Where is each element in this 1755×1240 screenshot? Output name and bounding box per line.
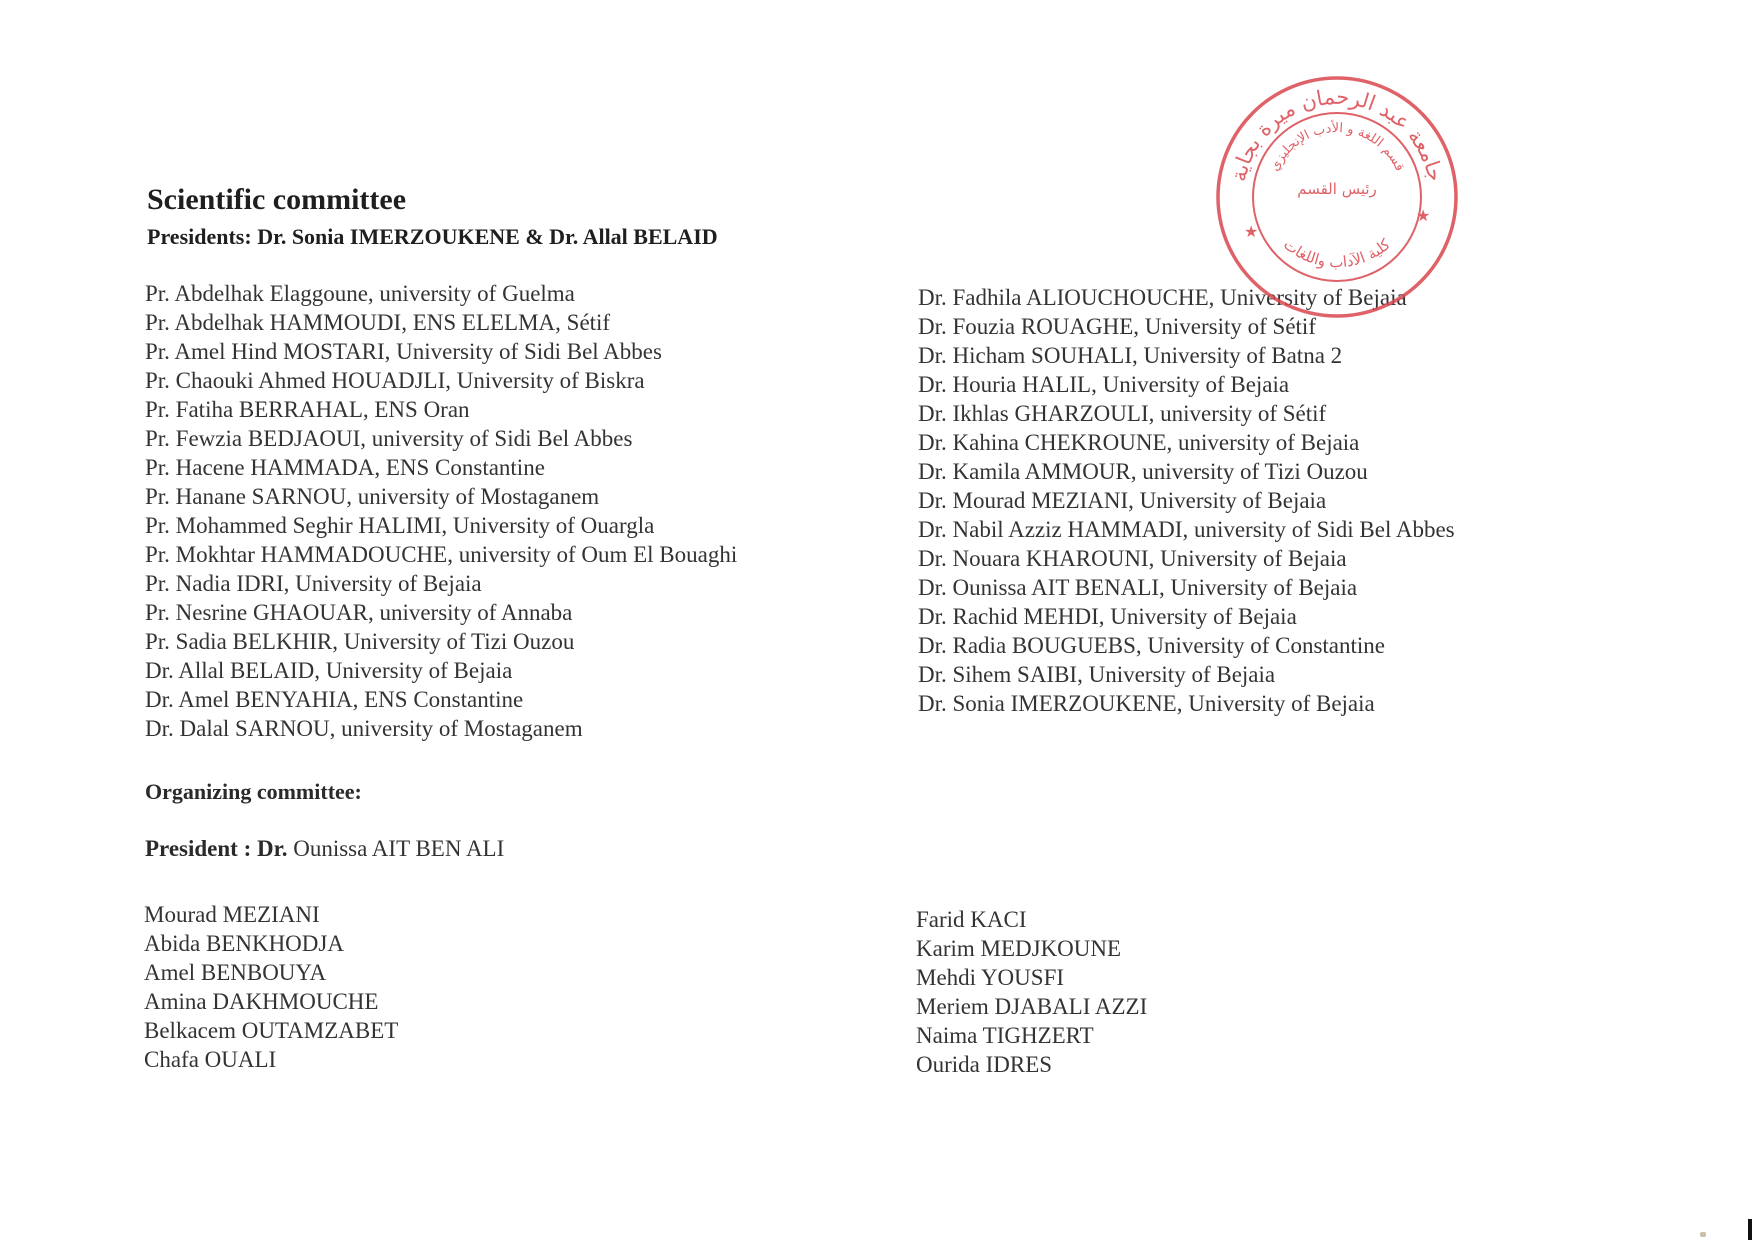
scientific-member: Dr. Rachid MEHDI, University of Bejaia bbox=[918, 604, 1297, 629]
scientific-presidents: Presidents: Dr. Sonia IMERZOUKENE & Dr. Allal BELAID bbox=[147, 224, 718, 249]
stamp-outer-text: جامعة عبد الرحمان ميرة بجاية bbox=[1226, 84, 1448, 184]
organizing-members-right bbox=[916, 905, 1147, 1079]
organizing-member: Ourida IDRES bbox=[916, 1052, 1053, 1077]
organizing-member: Amel BENBOUYA bbox=[144, 960, 327, 985]
organizing-president bbox=[145, 836, 504, 862]
organizing-member: Belkacem OUTAMZABET bbox=[144, 1018, 399, 1043]
scientific-member: Dr. Houria HALIL, University of Bejaia bbox=[918, 372, 1290, 397]
organizing-member: Karim MEDJKOUNE bbox=[916, 936, 1122, 961]
scan-edge-mark bbox=[1748, 1219, 1752, 1240]
scientific-member: Pr. Abdelhak Elaggoune, university of Guelma bbox=[145, 281, 575, 306]
scientific-member: Dr. Fouzia ROUAGHE, University of Sétif bbox=[918, 314, 1316, 339]
scientific-member: Dr. Radia BOUGUEBS, University of Constantine bbox=[918, 633, 1385, 658]
scientific-member: Pr. Nesrine GHAOUAR, university of Annaba bbox=[145, 600, 573, 625]
scientific-committee-title: Scientific committee bbox=[147, 183, 407, 216]
scientific-member: Dr. Fadhila ALIOUCHOUCHE, University of Bejaia bbox=[918, 285, 1407, 310]
scientific-member: Dr. Hicham SOUHALI, University of Batna 2 bbox=[918, 343, 1343, 368]
scientific-member: Dr. Amel BENYAHIA, ENS Constantine bbox=[145, 687, 524, 712]
organizing-member: Mourad MEZIANI bbox=[144, 902, 320, 927]
scientific-member: Pr. Mohammed Seghir HALIMI, University of Ouargla bbox=[145, 513, 655, 538]
organizing-member: Amina DAKHMOUCHE bbox=[144, 989, 379, 1014]
stamp-star-right: ★ bbox=[1416, 206, 1431, 225]
scientific-member: Pr. Nadia IDRI, University of Bejaia bbox=[145, 571, 482, 596]
department-stamp bbox=[1214, 74, 1460, 320]
organizing-member: Naima TIGHZERT bbox=[916, 1023, 1094, 1048]
stamp-center-text: رئيس القسم bbox=[1297, 180, 1377, 198]
scientific-member: Dr. Allal BELAID, University of Bejaia bbox=[145, 658, 513, 683]
scientific-member: Dr. Dalal SARNOU, university of Mostaganem bbox=[145, 716, 583, 741]
organizing-committee-title: Organizing committee: bbox=[145, 779, 362, 804]
scientific-member: Dr. Nabil Azziz HAMMADI, university of Sidi Bel Abbes bbox=[918, 517, 1455, 542]
stamp-inner-text: قسم اللغة و الأدب الإنجليزي bbox=[1267, 120, 1407, 174]
scan-speck bbox=[1700, 1232, 1706, 1237]
scientific-members-right bbox=[918, 283, 1455, 718]
organizing-president-name: Ounissa AIT BEN ALI bbox=[293, 836, 505, 861]
stamp-star-left: ★ bbox=[1244, 222, 1259, 241]
scientific-member: Pr. Abdelhak HAMMOUDI, ENS ELELMA, Sétif bbox=[145, 310, 611, 335]
scientific-member: Dr. Mourad MEZIANI, University of Bejaia bbox=[918, 488, 1327, 513]
scientific-member: Pr. Fewzia BEDJAOUI, university of Sidi Bel Abbes bbox=[145, 426, 633, 451]
organizing-president-label: President : Dr. bbox=[145, 836, 288, 861]
scientific-member: Pr. Amel Hind MOSTARI, University of Sidi Bel Abbes bbox=[145, 339, 662, 364]
scientific-member: Pr. Fatiha BERRAHAL, ENS Oran bbox=[145, 397, 470, 422]
scientific-members-left bbox=[145, 279, 737, 743]
scientific-member: Dr. Nouara KHAROUNI, University of Bejaia bbox=[918, 546, 1347, 571]
scientific-member: Dr. Kahina CHEKROUNE, university of Bejaia bbox=[918, 430, 1360, 455]
organizing-member: Chafa OUALI bbox=[144, 1047, 277, 1072]
scientific-member: Pr. Mokhtar HAMMADOUCHE, university of Oum El Bouaghi bbox=[145, 542, 738, 567]
scientific-member: Dr. Kamila AMMOUR, university of Tizi Ouzou bbox=[918, 459, 1368, 484]
stamp-bottom-text: كلية الآداب واللغات bbox=[1280, 235, 1394, 272]
organizing-member: Abida BENKHODJA bbox=[144, 931, 344, 956]
scientific-member: Pr. Sadia BELKHIR, University of Tizi Ouzou bbox=[145, 629, 575, 654]
organizing-members-left bbox=[144, 900, 398, 1074]
organizing-member: Farid KACI bbox=[916, 907, 1027, 932]
organizing-member: Meriem DJABALI AZZI bbox=[916, 994, 1148, 1019]
organizing-member: Mehdi YOUSFI bbox=[916, 965, 1065, 990]
scientific-member: Dr. Ounissa AIT BENALI, University of Bejaia bbox=[918, 575, 1358, 600]
scientific-member: Pr. Hanane SARNOU, university of Mostaganem bbox=[145, 484, 600, 509]
scientific-member: Dr. Sonia IMERZOUKENE, University of Bejaia bbox=[918, 691, 1375, 716]
scientific-member: Dr. Ikhlas GHARZOULI, university of Sétif bbox=[918, 401, 1327, 426]
scientific-member: Pr. Chaouki Ahmed HOUADJLI, University of Biskra bbox=[145, 368, 645, 393]
scientific-member: Pr. Hacene HAMMADA, ENS Constantine bbox=[145, 455, 545, 480]
scientific-member: Dr. Sihem SAIBI, University of Bejaia bbox=[918, 662, 1276, 687]
